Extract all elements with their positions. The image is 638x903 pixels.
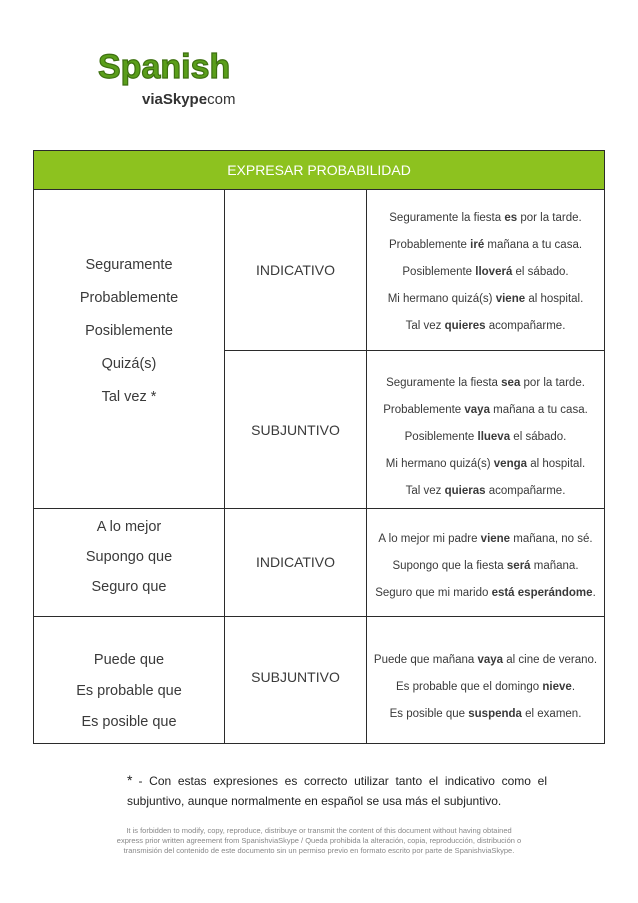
expressions-group-2 [34, 512, 224, 602]
footnote [127, 770, 547, 811]
example-sentence: Mi hermano quizá(s) viene al hospital. [387, 293, 584, 305]
example-sentence: Posiblemente lloverá el sábado. [402, 266, 569, 278]
mood-subjuntivo: SUBJUNTIVO [251, 669, 340, 685]
example-sentence: Es probable que el domingo nieve. [395, 681, 576, 693]
svg-text:Spanish: Spanish [98, 48, 231, 86]
mood-subjuntivo: SUBJUNTIVO [251, 421, 340, 438]
expression: Es posible que [81, 714, 177, 730]
row-divider [34, 616, 604, 617]
expressions-group-1 [34, 249, 224, 414]
example-sentence: Puede que mañana vaya al cine de verano. [373, 654, 598, 666]
expressions-group-3 [34, 645, 224, 738]
expression: Es probable que [76, 683, 182, 699]
spanishviaskype-logo [96, 44, 246, 110]
expression: Supongo que [85, 549, 173, 565]
column-divider [366, 190, 367, 743]
column-divider [224, 190, 225, 743]
table-header: EXPRESAR PROBABILIDAD [34, 151, 604, 190]
legal-notice [80, 826, 558, 856]
examples-subjuntivo-1 [367, 377, 604, 512]
example-sentence: Seguro que mi marido está esperándome. [375, 587, 596, 599]
svg-text:viaSkype: viaSkype [142, 91, 208, 108]
example-sentence: Probablemente vaya mañana a tu casa. [383, 404, 588, 416]
examples-indicativo-1 [367, 212, 604, 347]
example-sentence: Supongo que la fiesta será mañana. [392, 560, 579, 572]
example-sentence: Seguramente la fiesta sea por la tarde. [386, 377, 585, 389]
example-sentence: Seguramente la fiesta es por la tarde. [389, 212, 582, 224]
legal-line: transmisión del contenido de este documento sin un permiso previo en formato escrito por parte de SpanishviaSkype. [123, 846, 515, 855]
example-sentence: Probablemente iré mañana a tu casa. [388, 239, 583, 251]
example-sentence: Tal vez quieras acompañarme. [405, 485, 566, 497]
example-sentence: Tal vez quieres acompañarme. [405, 320, 566, 332]
legal-line: It is forbidden to modify, copy, reproduce, distribuye or transmit the content of this document without having obtained [126, 826, 512, 835]
expression: Seguramente [85, 257, 173, 273]
expression: Tal vez * [101, 389, 157, 405]
expression: A lo mejor [96, 519, 162, 535]
example-sentence: Posiblemente llueva el sábado. [404, 431, 567, 443]
expression: Puede que [93, 652, 165, 668]
expression: Posiblemente [85, 323, 173, 339]
expression: Probablemente [79, 290, 179, 306]
legal-line: express prior written agreement from SpanishviaSkype / Queda prohibida la alteración, copia, reproducción, distribución o [116, 836, 522, 845]
svg-text:.com: .com [203, 91, 236, 108]
row-divider [34, 508, 604, 509]
footnote-line: subjuntivo, aunque normalmente en español se usa más el subjuntivo. [127, 794, 502, 808]
example-sentence: Mi hermano quizá(s) venga al hospital. [385, 458, 586, 470]
expression: Quizá(s) [101, 356, 157, 372]
example-sentence: Es posible que suspenda el examen. [389, 708, 582, 720]
mood-indicativo: INDICATIVO [255, 554, 336, 570]
examples-subjuntivo-3 [367, 654, 604, 735]
footnote-line: - Con estas expresiones es correcto utilizar tanto el indicativo como el [138, 774, 547, 788]
expression: Seguro que [91, 579, 167, 595]
row-divider [225, 350, 604, 351]
example-sentence: A lo mejor mi padre viene mañana, no sé. [378, 533, 593, 545]
asterisk: * [127, 772, 133, 788]
examples-indicativo-2 [367, 533, 604, 614]
mood-indicativo: INDICATIVO [255, 262, 336, 278]
probability-table [33, 150, 605, 744]
